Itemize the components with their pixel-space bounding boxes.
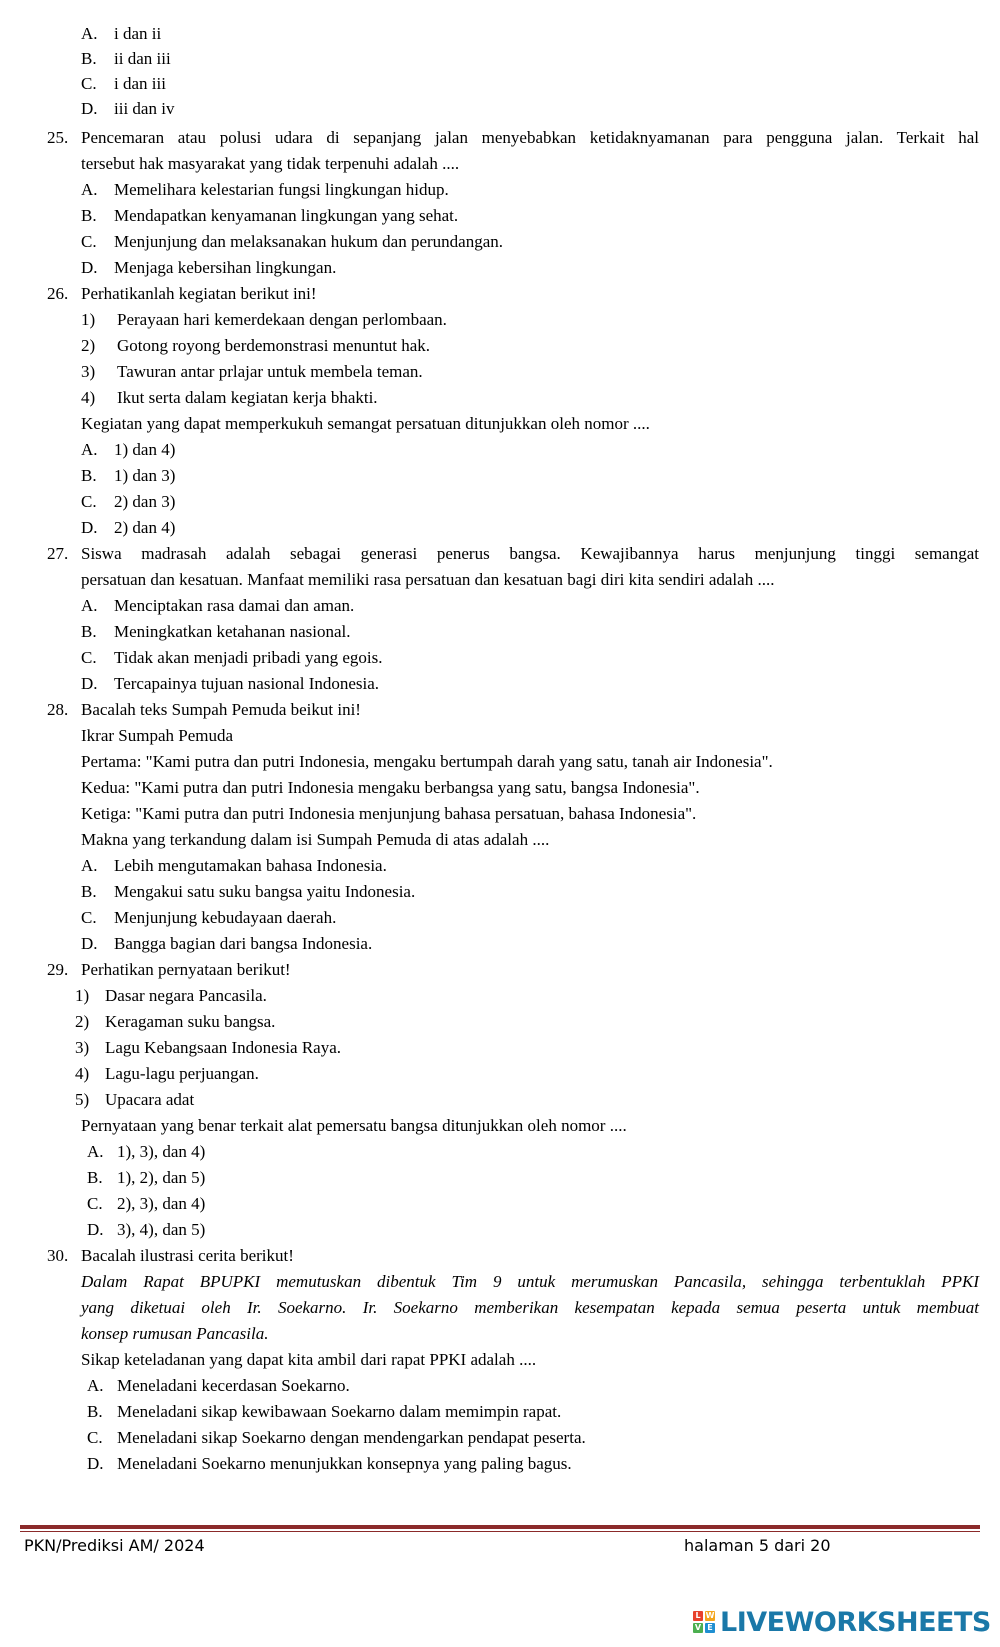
q26-number: 26. (47, 284, 69, 303)
q29-number: 29. (47, 960, 69, 979)
footer-page-number: halaman 5 dari 20 (684, 1536, 831, 1555)
logo-tile-w: W (705, 1611, 715, 1620)
logo-tile-v: V (694, 1623, 702, 1632)
q26-stem: Perhatikanlah kegiatan berikut ini! (81, 284, 317, 303)
logo-tile-e: E (705, 1623, 715, 1633)
liveworksheets-logo[interactable] (693, 1605, 991, 1639)
q29-prompt: Pernyataan yang benar terkait alat pemersatu bangsa ditunjukkan oleh nomor .... (81, 1116, 627, 1135)
q30-number: 30. (47, 1246, 69, 1265)
footer-rule-thick (20, 1525, 980, 1529)
liveworksheets-tiles-icon (693, 1611, 715, 1633)
q28-text-kedua: Kedua: "Kami putra dan putri Indonesia mengaku berbangsa yang satu, bangsa Indonesia". (81, 778, 700, 797)
q28-text-title: Ikrar Sumpah Pemuda (81, 726, 234, 745)
liveworksheets-wordmark: LIVEWORKSHEETS (720, 1606, 991, 1638)
q28-stem: Bacalah teks Sumpah Pemuda beikut ini! (81, 700, 361, 719)
q25-stem-line2: tersebut hak masyarakat yang tidak terpenuhi adalah .... (81, 154, 460, 173)
q28-text-ketiga: Ketiga: "Kami putra dan putri Indonesia menjunjung bahasa persatuan, bahasa Indonesia". (81, 804, 697, 823)
q30-story-line1: Dalam Rapat BPUPKI memutuskan dibentuk Tim 9 untuk merumuskan Pancasila, sehingga terbentuklah PPKI (81, 1272, 979, 1291)
q27-stem-line2: persatuan dan kesatuan. Manfaat memiliki rasa persatuan dan kesatuan bagi diri kita sendiri adalah .... (81, 570, 775, 589)
q27-stem-line1: Siswa madrasah adalah sebagai generasi penerus bangsa. Kewajibannya harus menjunjung tinggi semangat (81, 544, 979, 563)
q28-prompt: Makna yang terkandung dalam isi Sumpah Pemuda di atas adalah .... (81, 830, 550, 849)
q28-number: 28. (47, 700, 69, 719)
footer-rule-thin (20, 1531, 980, 1532)
logo-tile-l: L (693, 1611, 703, 1621)
q25-stem-line1: Pencemaran atau polusi udara di sepanjang jalan menyebabkan ketidaknyamanan para pengguna jalan. Terkait hal (81, 128, 979, 147)
q30-prompt: Sikap keteladanan yang dapat kita ambil dari rapat PPKI adalah .... (81, 1350, 537, 1369)
footer-course-code: PKN/Prediksi AM/ 2024 (24, 1536, 205, 1555)
q26-prompt: Kegiatan yang dapat memperkukuh semangat persatuan ditunjukkan oleh nomor .... (81, 414, 650, 433)
q29-stem: Perhatikan pernyataan berikut! (81, 960, 291, 979)
q28-text-pertama: Pertama: "Kami putra dan putri Indonesia, mengaku bertumpah darah yang satu, tanah air Indonesia". (81, 752, 773, 771)
q25-number: 25. (47, 128, 69, 147)
q30-story-line2: yang diketuai oleh Ir. Soekarno. Ir. Soekarno memberikan kesempatan kepada semua peserta untuk membuat (81, 1298, 979, 1317)
q27-number: 27. (47, 544, 69, 563)
q30-story-line3: konsep rumusan Pancasila. (81, 1324, 269, 1343)
q30-stem: Bacalah ilustrasi cerita berikut! (81, 1246, 294, 1265)
